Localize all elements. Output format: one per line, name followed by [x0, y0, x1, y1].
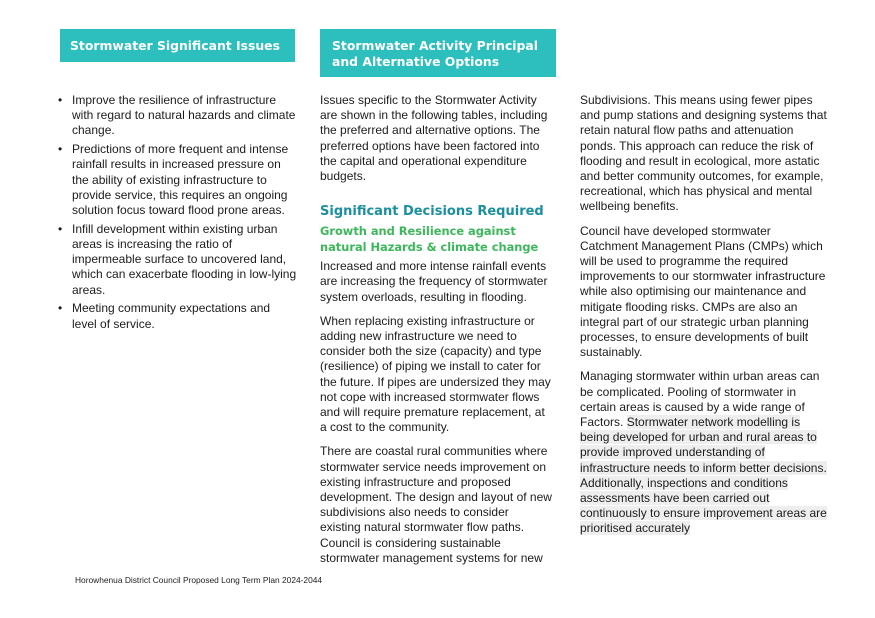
paragraph [580, 369, 828, 536]
issue-item: • Infill development within existing urban areas is increasing the ratio of impermeable surface to uncovered land, which can exacerbate flooding in low-lying areas. [58, 222, 298, 298]
issues-list [58, 93, 298, 335]
paragraph: Subdivisions. This means using fewer pipes and pump stations and designing systems that retain natural flow paths and attenuation ponds. This approach can reduce the risk of flooding and result in ecological, more astatic and better community outcomes, for example, recreational, which has physical and mental wellbeing benefits. [580, 93, 827, 214]
options-intro: Issues specific to the Stormwater Activity are shown in the following tables, including the preferred and alternative options. The preferred options have been factored into the capital and operational expenditure budgets. [320, 93, 548, 184]
significant-decisions-heading: Significant Decisions Required [320, 204, 544, 220]
issue-item: • Predictions of more frequent and intense rainfall results in increased pressure on the ability of existing infrastructure to provide service, this requires an ongoing solution focus toward flood prone areas. [58, 142, 298, 218]
highlighted-text: Stormwater network modelling is being developed for urban and rural areas to provide improved understanding of infrastructure needs to inform better decisions. Additionally, inspections and conditions assessments have been carried out continuously to ensure improvement areas are prioritised accurately [580, 415, 827, 536]
continuation-column [580, 93, 828, 546]
growth-resilience-subheading: Growth and Resilience against natural Hazards & climate change [320, 224, 539, 255]
paragraph: When replacing existing infrastructure or adding new infrastructure we need to consider both the size (capacity) and type (resilience) of piping we install to cater for the future. If pipes are undersized they may not cope with increased stormwater flows and will require premature replacement, at a cost to the community. [320, 313, 551, 435]
options-column [320, 93, 552, 575]
paragraph-text: Managing stormwater within urban areas can be complicated. Pooling of stormwater in certain areas is caused by a wide range of Factors. [580, 369, 820, 430]
significant-issues-heading-text: Stormwater Significant Issues [70, 38, 280, 53]
options-heading-line1: Stormwater Activity Principal [332, 38, 539, 53]
issue-item: • Improve the resilience of infrastructure with regard to natural hazards and climate change. [58, 93, 298, 139]
significant-issues-heading [60, 29, 295, 62]
issue-item: • Meeting community expectations and level of service. [58, 301, 298, 331]
page-footer: Horowhenua District Council Proposed Long Term Plan 2024-2044 [75, 575, 323, 585]
paragraph: There are coastal rural communities where stormwater service needs improvement on existing infrastructure and proposed development. The design and layout of new subdivisions also needs to consider existing natural stormwater flow paths. Council is considering sustainable stormwater management systems for new [320, 444, 552, 565]
paragraph: Council have developed stormwater Catchment Management Plans (CMPs) which will be used to programme the required improvements to our stormwater infrastructure while also optimising our maintenance and mitigate flooding risks. CMPs are also an integral part of our strategic urban planning processes, to ensure developments of built sustainably. [580, 223, 826, 360]
options-heading [320, 29, 556, 77]
paragraph: Increased and more intense rainfall events are increasing the frequency of stormwater system overloads, resulting in flooding. [320, 259, 548, 304]
options-heading-line2: and Alternative Options [332, 54, 500, 69]
